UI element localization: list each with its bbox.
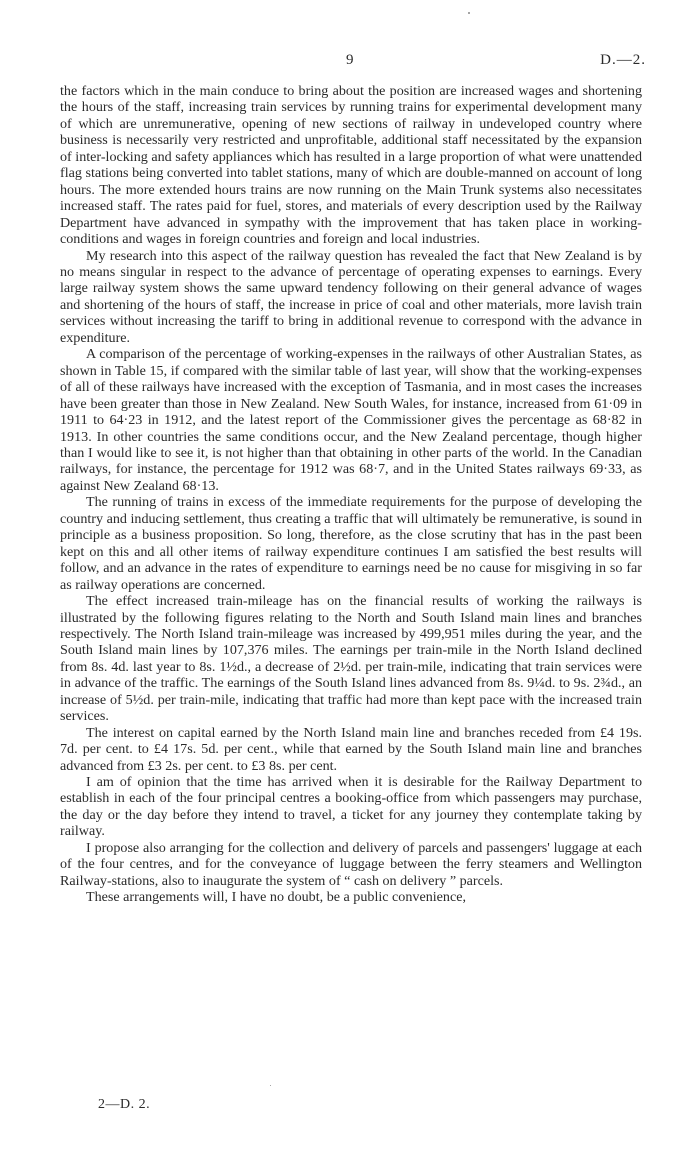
paragraph-booking-office: I am of opinion that the time has arrived when it is desirable for the Railway Department to establish in each of the four principal centres a booking-office from which passengers may purchase, the day or the day before they intend to travel, a ticket for any journey they contemplate taking by railway.: [60, 774, 642, 840]
paragraph-comparison: A comparison of the percentage of working-expenses in the railways of other Australian States, as shown in Table 15, if compared with the similar table of last year, will show that the working-expenses of all of these railways have increased with the exception of Tasmania, and in most cases the increases have been greater than those in New Zealand. New South Wales, for instance, increased from 61·09 in 1911 to 64·23 in 1912, and the latest report of the Commissioner gives the percentage as 68·82 in 1913. In other countries the same conditions occur, and the New Zealand percentage, though higher than I would like to see it, is not higher than that obtaining in other parts of the world. In the Canadian railways, for instance, the percentage for 1912 was 68·7, and in the United States railways 69·33, as against New Zealand 68·13.: [60, 346, 642, 494]
paragraph-running-trains: The running of trains in excess of the immediate requirements for the purpose of developing the country and inducing settlement, thus creating a traffic that will ultimately be remunerative, is sound in principle as a business proposition. So long, therefore, as the close scrutiny that has in the past been kept on this and all other items of railway expenditure continues I am satisfied the best results will follow, and an advance in the rates of expenditure to earnings need be no cause for misgiving in so far as railway operations are concerned.: [60, 494, 642, 593]
paragraph-parcels-luggage: I propose also arranging for the collection and delivery of parcels and passengers' luggage at each of the four centres, and for the conveyance of luggage between the ferry steamers and Wellington Railway-stations, also to inaugurate the system of “ cash on delivery ” parcels.: [60, 839, 642, 889]
page-number: 9: [346, 52, 354, 68]
paragraph-continuation: the factors which in the main conduce to bring about the position are increased wages and shortening the hours of the staff, increasing train services by running trains for experimental development many of which are unremunerative, opening of new sections of railway in undeveloped country where business is necessarily very restricted and unprofitable, additional staff necessitated by the expansion of inter-locking and safety appliances which has resulted in a large proportion of what were unattended flag stations being converted into tablet stations, many of which are double-manned on account of long hours. The more extended hours trains are now running on the Main Trunk systems also necessitates increased staff. The rates paid for fuel, stores, and materials of every description used by the Railway Department have advanced in sympathy with the improvement that has taken place in working-conditions and wages in foreign countries and foreign and local industries.: [60, 83, 642, 248]
scan-speck: [468, 12, 470, 14]
body-text: [60, 83, 642, 906]
paragraph-interest-capital: The interest on capital earned by the North Island main line and branches receded from £4 19s. 7d. per cent. to £4 17s. 5d. per cent., while that earned by the South Island main line and branches advanced from £3 2s. per cent. to £3 8s. per cent.: [60, 724, 642, 774]
paragraph-arrangements: These arrangements will, I have no doubt, be a public convenience,: [86, 889, 467, 906]
paragraph-research: My research into this aspect of the railway question has revealed the fact that New Zealand is by no means singular in respect to the advance of percentage of operating expenses to earnings. Every large railway system shows the same upward tendency following on their general advance of wages and shortening of the hours of staff, the increase in price of coal and other materials, more lavish train services without increasing the tariff to bring in additional revenue to correspond with the advance in expenditure.: [60, 247, 642, 346]
signature-mark: 2—D. 2.: [98, 1097, 151, 1112]
paragraph-train-mileage: The effect increased train-mileage has on the financial results of working the railways is illustrated by the following figures relating to the North and South Island main lines and branches respectively. The North Island train-mileage was increased by 499,951 miles during the year, and the South Island main lines by 107,376 miles. The earnings per train-mile in the North Island declined from 8s. 4d. last year to 8s. 1½d., a decrease of 2½d. per train-mile, indicating that train services were in advance of the traffic. The earnings of the South Island lines advanced from 8s. 9¼d. to 9s. 2¾d., an increase of 5½d. per train-mile, indicating that traffic had more than kept pace with the increased train services.: [60, 593, 642, 725]
scan-speck: [270, 1085, 271, 1086]
document-reference: D.—2.: [600, 52, 646, 68]
